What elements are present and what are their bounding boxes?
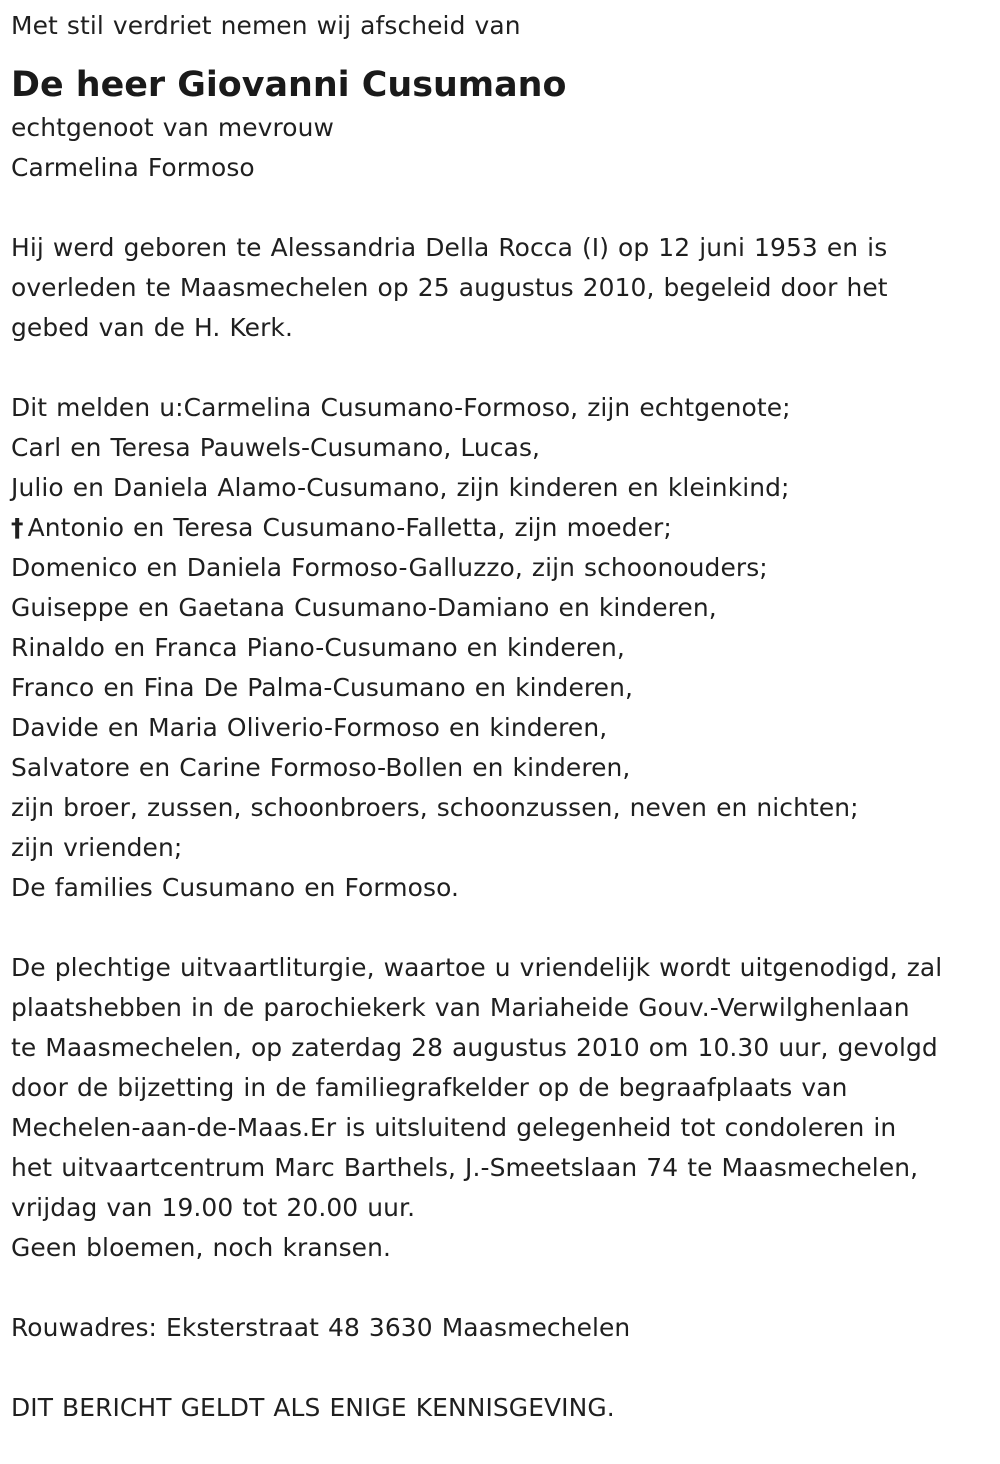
family-line: zijn broer, zussen, schoonbroers, schoonzussen, neven en nichten; (11, 793, 859, 822)
family-line: Rinaldo en Franca Piano-Cusumano en kinderen, (11, 633, 625, 662)
bio-paragraph (11, 228, 996, 348)
family-line: zijn vrienden; (11, 833, 183, 862)
spouse-line-2: Carmelina Formoso (11, 153, 255, 182)
funeral-line: vrijdag van 19.00 tot 20.00 uur. (11, 1193, 416, 1222)
family-line: Carl en Teresa Pauwels-Cusumano, Lucas, (11, 433, 541, 462)
family-line: Franco en Fina De Palma-Cusumano en kinderen, (11, 673, 633, 702)
bio-line: gebed van de H. Kerk. (11, 313, 293, 342)
family-line-deceased (11, 508, 996, 548)
funeral-line: te Maasmechelen, op zaterdag 28 augustus 2010 om 10.30 uur, gevolgd (11, 1033, 938, 1062)
funeral-line: De plechtige uitvaartliturgie, waartoe u vriendelijk wordt uitgenodigd, zal (11, 953, 943, 982)
bio-line: Hij werd geboren te Alessandria Della Rocca (I) op 12 juni 1953 en is (11, 233, 888, 262)
funeral-paragraph (11, 948, 996, 1268)
intro-text: Met stil verdriet nemen wij afscheid van (11, 11, 521, 40)
family-line: Julio en Daniela Alamo-Cusumano, zijn kinderen en kleinkind; (11, 473, 790, 502)
funeral-line: Mechelen-aan-de-Maas.Er is uitsluitend gelegenheid tot condoleren in (11, 1113, 897, 1142)
family-line: Guiseppe en Gaetana Cusumano-Damiano en kinderen, (11, 593, 717, 622)
family-line-text: Antonio en Teresa Cusumano-Falletta, zijn moeder; (27, 513, 672, 542)
spouse-line-1: echtgenoot van mevrouw (11, 113, 334, 142)
family-line: Domenico en Daniela Formoso-Galluzzo, zijn schoonouders; (11, 553, 768, 582)
obituary-notice (11, 0, 996, 1428)
family-list (11, 388, 996, 908)
family-line: Davide en Maria Oliverio-Formoso en kinderen, (11, 713, 608, 742)
family-line: Salvatore en Carine Formoso-Bollen en kinderen, (11, 753, 631, 782)
funeral-line: Geen bloemen, noch kransen. (11, 1233, 391, 1262)
deceased-name: De heer Giovanni Cusumano (11, 65, 567, 105)
cross-icon: † (11, 513, 24, 542)
mourning-address: Rouwadres: Eksterstraat 48 3630 Maasmechelen (11, 1313, 631, 1342)
funeral-line: het uitvaartcentrum Marc Barthels, J.-Smeetslaan 74 te Maasmechelen, (11, 1153, 919, 1182)
funeral-line: door de bijzetting in de familiegrafkelder op de begraafplaats van (11, 1073, 848, 1102)
bio-line: overleden te Maasmechelen op 25 augustus 2010, begeleid door het (11, 273, 888, 302)
closing-statement: DIT BERICHT GELDT ALS ENIGE KENNISGEVING. (11, 1393, 615, 1422)
family-line: De families Cusumano en Formoso. (11, 873, 459, 902)
family-line: Dit melden u:Carmelina Cusumano-Formoso, zijn echtgenote; (11, 393, 791, 422)
funeral-line: plaatshebben in de parochiekerk van Mariaheide Gouv.-Verwilghenlaan (11, 993, 910, 1022)
